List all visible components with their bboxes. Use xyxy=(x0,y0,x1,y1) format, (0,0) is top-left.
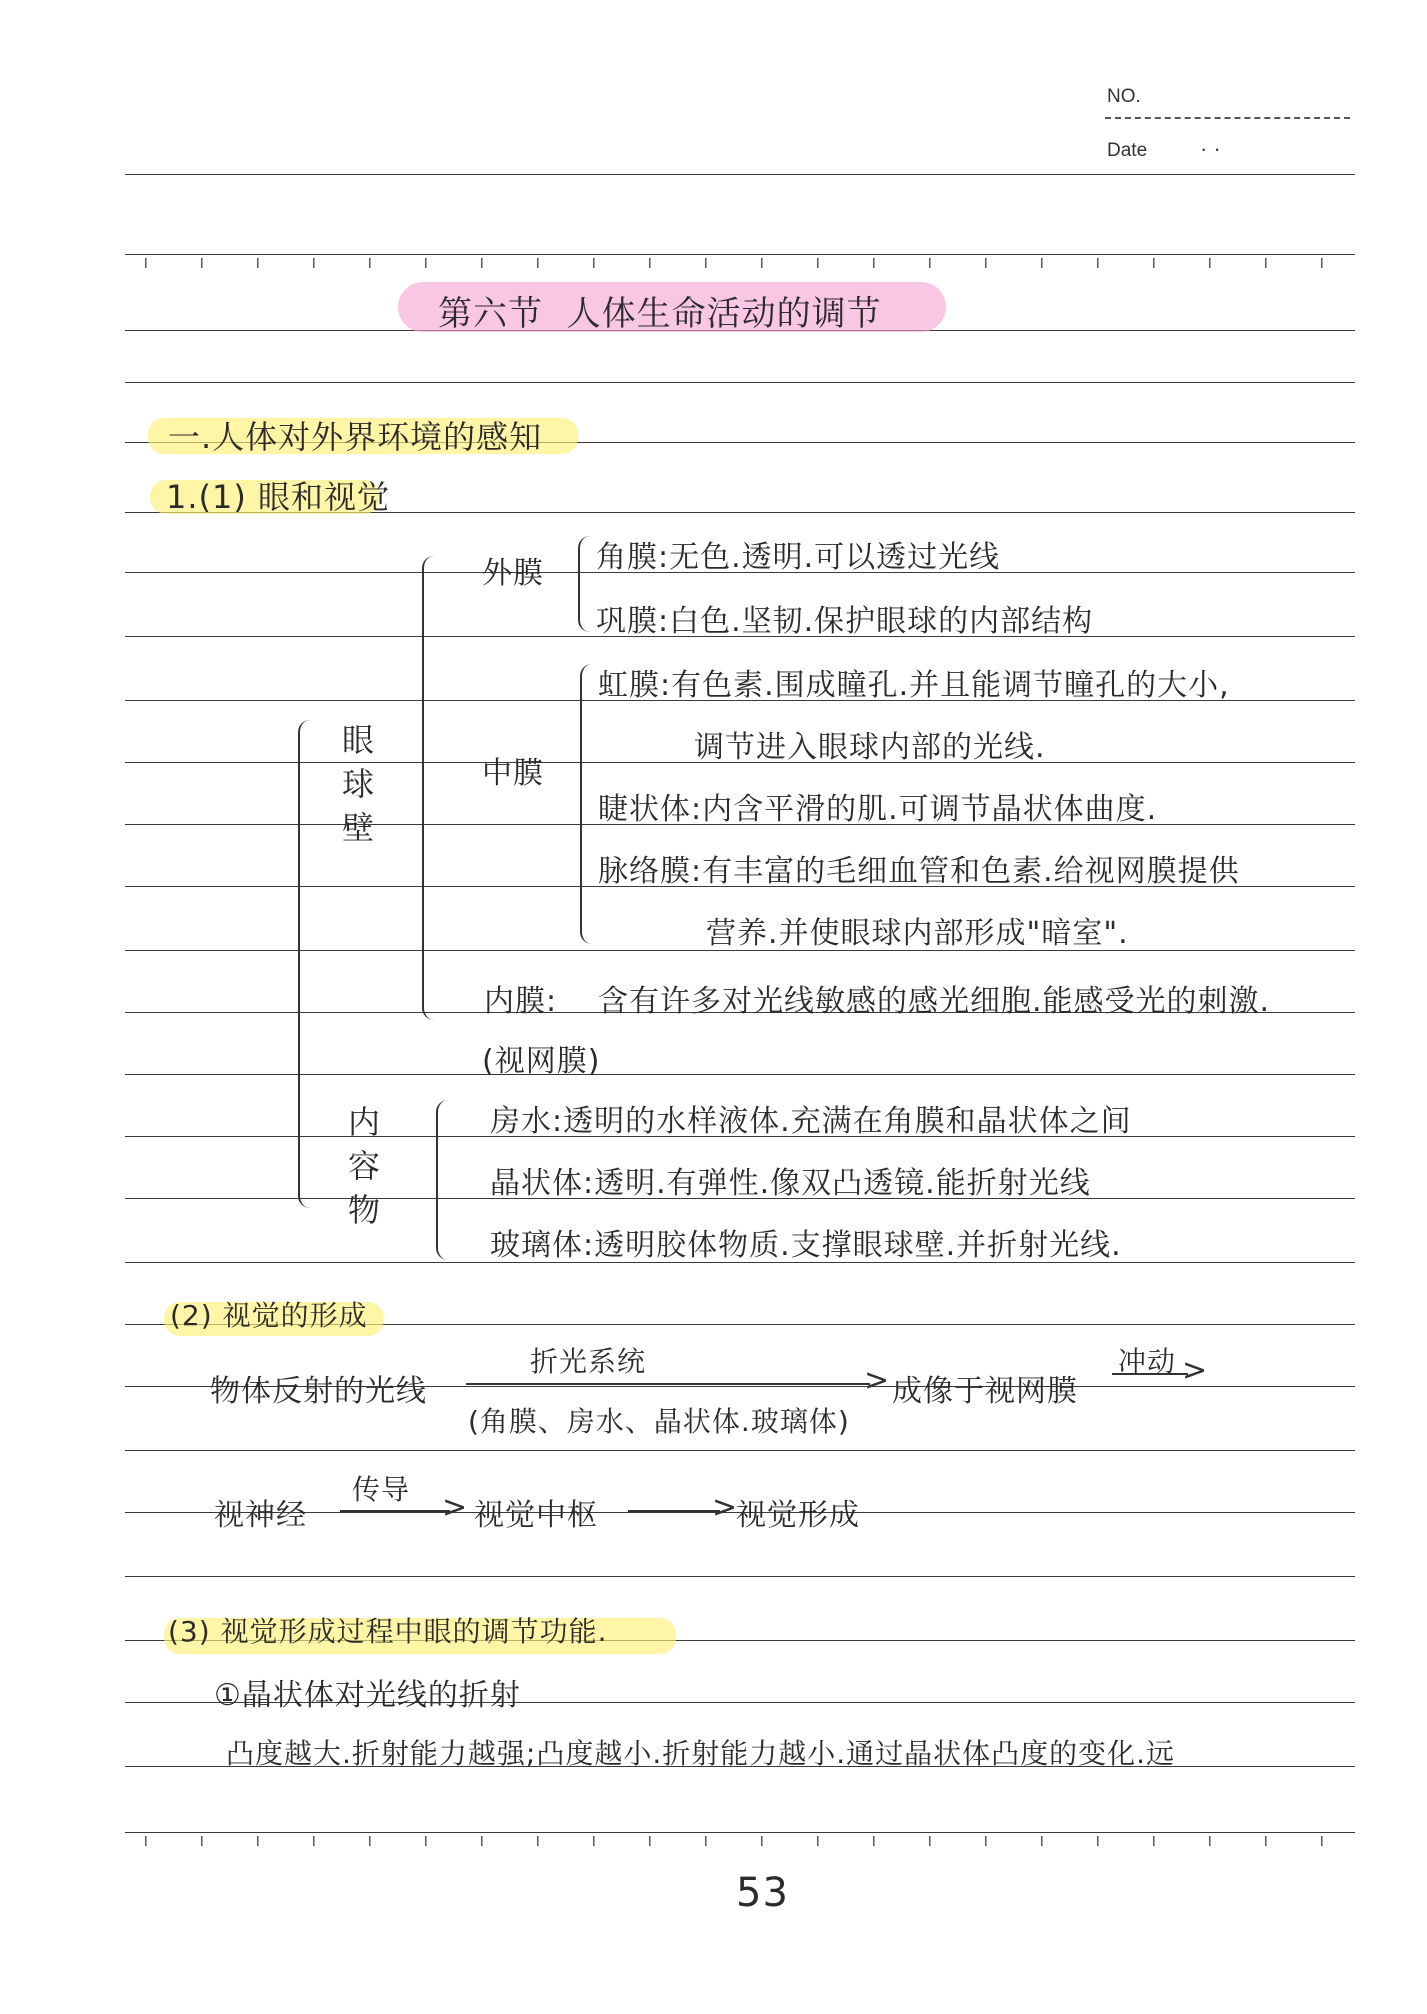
number-label: NO. xyxy=(1107,86,1141,107)
middle-item-ciliary: 睫状体:内含平滑的肌.可调节晶状体曲度. xyxy=(598,792,1158,827)
flow2-mid: 视觉中枢 xyxy=(474,1498,598,1533)
subheading-eye-vision: 1.(1) 眼和视觉 xyxy=(166,478,391,516)
label-outer-membrane: 外膜 xyxy=(482,556,544,591)
subheading-vision-formation: (2) 视觉的形成 xyxy=(170,1299,368,1332)
date-dots: · · xyxy=(1200,136,1221,161)
flow1-arrow-line xyxy=(466,1383,870,1385)
inner-membrane-text: 含有许多对光线敏感的感光细胞.能感受光的刺激. xyxy=(598,984,1271,1019)
label-inner-membrane: 内膜: xyxy=(484,984,558,1019)
flow1-over-label: 折光系统 xyxy=(530,1345,647,1378)
point-lens-refraction: ①晶状体对光线的折射 xyxy=(214,1678,521,1713)
brace-contents xyxy=(436,1100,452,1260)
flow1-arrow2-head: > xyxy=(1182,1353,1208,1388)
outer-item-cornea: 角膜:无色.透明.可以透过光线 xyxy=(596,540,1001,575)
tick-row xyxy=(145,1836,1345,1846)
flow2-arrow2-line xyxy=(628,1510,720,1512)
contents-item-lens: 晶状体:透明.有弹性.像双凸透镜.能折射光线 xyxy=(490,1166,1091,1201)
ruled-line xyxy=(125,1576,1355,1577)
flow1-arrow2-line xyxy=(1112,1373,1188,1375)
middle-item-choroid: 脉络膜:有丰富的毛细血管和色素.给视网膜提供 xyxy=(598,854,1240,889)
tick-row xyxy=(145,258,1345,268)
flow2-arrow2-head: > xyxy=(712,1490,738,1525)
point-lens-refraction-text: 凸度越大.折射能力越强;凸度越小.折射能力越小.通过晶状体凸度的变化.远 xyxy=(226,1737,1176,1770)
middle-item-choroid-cont: 营养.并使眼球内部形成"暗室". xyxy=(706,916,1129,951)
ruled-line xyxy=(125,174,1355,175)
flow1-start: 物体反射的光线 xyxy=(210,1374,427,1409)
ruled-line xyxy=(125,254,1355,255)
number-dashed-line xyxy=(1105,117,1350,119)
inner-membrane-note: (视网膜) xyxy=(482,1044,601,1079)
outer-item-sclera: 巩膜:白色.坚韧.保护眼球的内部结构 xyxy=(596,604,1094,639)
ruled-line xyxy=(125,1450,1355,1451)
brace-middle xyxy=(580,664,596,944)
flow2-over-label: 传导 xyxy=(352,1473,411,1506)
flow2-end: 视觉形成 xyxy=(736,1498,860,1533)
brace-layers xyxy=(422,556,438,1020)
page-title: 第六节 人体生命活动的调节 xyxy=(438,294,882,334)
page-number: 53 xyxy=(736,1870,789,1916)
flow2-arrow1-line xyxy=(340,1510,450,1512)
flow1-mid: 成像于视网膜 xyxy=(892,1374,1078,1409)
flow1-over2-label: 冲动 xyxy=(1118,1345,1177,1378)
ruled-line xyxy=(125,382,1355,383)
date-label: Date xyxy=(1107,140,1148,161)
flow1-arrow-head: > xyxy=(864,1363,890,1398)
section-heading: 一.人体对外界环境的感知 xyxy=(168,418,543,456)
label-contents: 内容物 xyxy=(347,1103,380,1229)
flow1-under-label: (角膜、房水、晶状体.玻璃体) xyxy=(468,1405,850,1438)
brace-outer xyxy=(578,536,594,632)
middle-item-iris-cont: 调节进入眼球内部的光线. xyxy=(694,730,1046,765)
subheading-eye-regulation: (3) 视觉形成过程中眼的调节功能. xyxy=(168,1615,608,1648)
label-middle-membrane: 中膜 xyxy=(482,756,544,791)
ruled-line xyxy=(125,1832,1355,1833)
flow2-start: 视神经 xyxy=(214,1498,307,1533)
contents-item-vitreous: 玻璃体:透明胶体物质.支撑眼球壁.并折射光线. xyxy=(490,1228,1122,1263)
contents-item-aqueous: 房水:透明的水样液体.充满在角膜和晶状体之间 xyxy=(490,1104,1132,1139)
middle-item-iris: 虹膜:有色素.围成瞳孔.并且能调节瞳孔的大小, xyxy=(598,668,1230,703)
brace-eye-wall xyxy=(298,720,314,1208)
flow2-arrow1-head: > xyxy=(442,1490,468,1525)
label-eye-wall: 眼球壁 xyxy=(341,721,374,847)
